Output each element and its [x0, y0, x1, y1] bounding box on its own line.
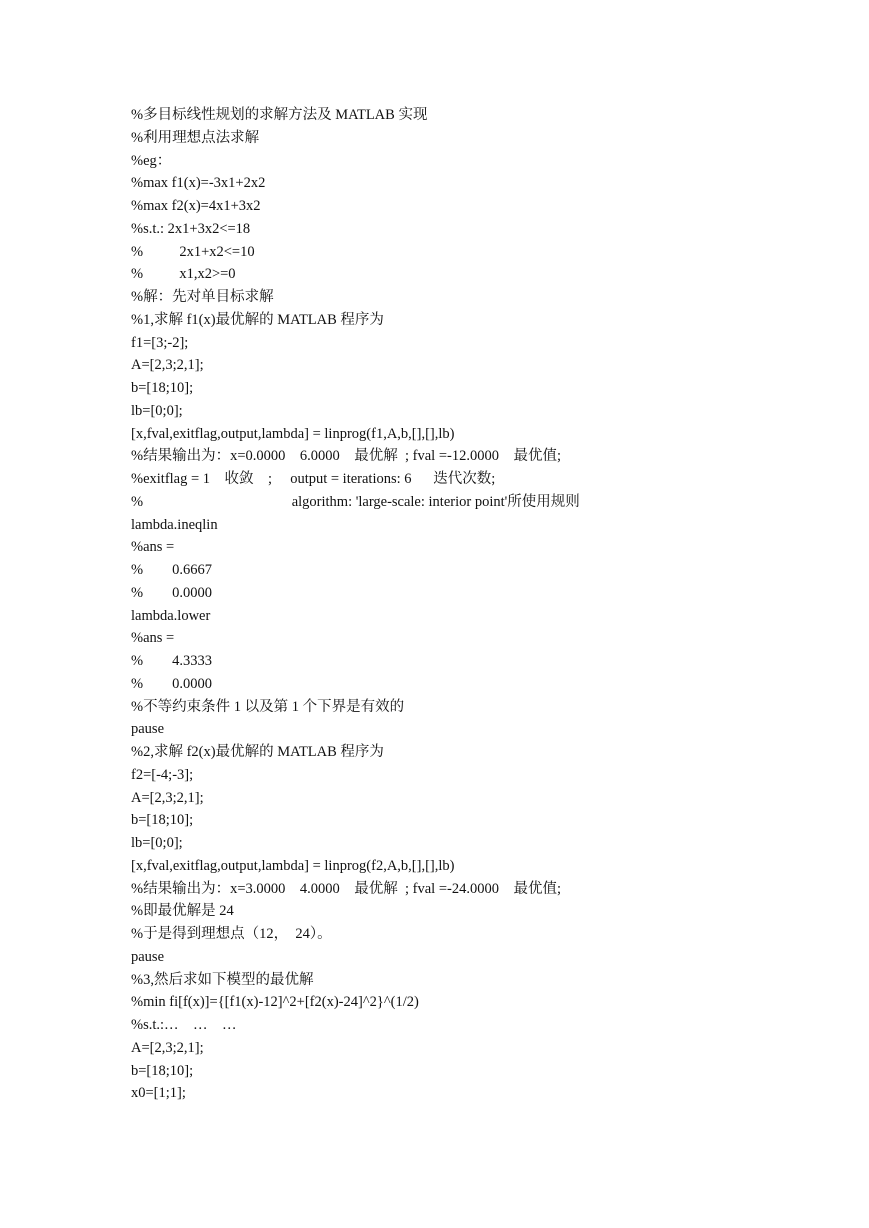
text-line: %结果输出为：x=3.0000 4.0000 最优解 ; fval =-24.0000 最优值; — [131, 880, 561, 897]
text-line: %max f1(x)=-3x1+2x2 — [131, 175, 266, 192]
text-line: %min fi[f(x)]={[f1(x)-12]^2+[f2(x)-24]^2}^(1/2) — [131, 994, 419, 1011]
code-line: lambda.lower — [131, 607, 211, 624]
text-line: %利用理想点法求解 — [131, 129, 260, 146]
code-line: pause — [131, 721, 165, 738]
code-line: x0=[1;1]; — [131, 1085, 186, 1102]
code-line: b=[18;10]; — [131, 1062, 194, 1079]
text-line: %解：先对单目标求解 — [131, 289, 274, 305]
code-line: f1=[3;-2]; — [131, 334, 189, 351]
text-line: % 0.6667 — [131, 562, 212, 578]
text-line: % algorithm: 'large-scale: interior point'所使用规则 — [131, 493, 580, 510]
code-line: lb=[0;0]; — [131, 402, 183, 419]
text-line: %s.t.: 2x1+3x2<=18 — [131, 220, 251, 237]
text-line: %1,求解 f1(x)最优解的 MATLAB 程序为 — [131, 311, 384, 328]
text-line: % 0.0000 — [131, 675, 212, 692]
text-line: %s.t.:… … … — [131, 1017, 237, 1033]
code-line: A=[2,3;2,1]; — [131, 1039, 204, 1056]
document-body — [131, 104, 831, 1105]
text-line: %2,求解 f2(x)最优解的 MATLAB 程序为 — [131, 744, 384, 760]
code-line: lb=[0;0]; — [131, 835, 183, 851]
text-line: %exitflag = 1 收敛 ; output = iterations: 6 迭代次数; — [131, 471, 496, 487]
text-line: %结果输出为：x=0.0000 6.0000 最优解 ; fval =-12.0000 最优值; — [131, 448, 561, 465]
code-line: [x,fval,exitflag,output,lambda] = linprog(f1,A,b,[],[],lb) — [131, 425, 455, 442]
code-line: b=[18;10]; — [131, 380, 194, 396]
text-line: %max f2(x)=4x1+3x2 — [131, 198, 261, 214]
text-line: %3,然后求如下模型的最优解 — [131, 971, 314, 988]
code-line: lambda.ineqlin — [131, 516, 218, 533]
text-line: % 0.0000 — [131, 584, 212, 601]
text-line: %ans = — [131, 630, 175, 647]
text-line: % x1,x2>=0 — [131, 266, 236, 283]
text-line: % 2x1+x2<=10 — [131, 243, 255, 260]
text-line: %不等约束条件 1 以及第 1 个下界是有效的 — [131, 698, 405, 715]
text-line: %于是得到理想点（12， 24）。 — [131, 926, 332, 942]
text-line: %ans = — [131, 539, 175, 556]
code-line: f2=[-4;-3]; — [131, 766, 194, 783]
code-line: b=[18;10]; — [131, 812, 194, 829]
code-line: [x,fval,exitflag,output,lambda] = linprog(f2,A,b,[],[],lb) — [131, 857, 455, 874]
code-line: pause — [131, 948, 165, 965]
code-line: A=[2,3;2,1]; — [131, 357, 204, 374]
text-line: %即最优解是 24 — [131, 903, 234, 920]
text-line: %多目标线性规划的求解方法及 MATLAB 实现 — [131, 107, 428, 123]
code-line: A=[2,3;2,1]; — [131, 789, 204, 806]
text-line: % 4.3333 — [131, 653, 212, 669]
text-line: %eg： — [131, 152, 172, 169]
